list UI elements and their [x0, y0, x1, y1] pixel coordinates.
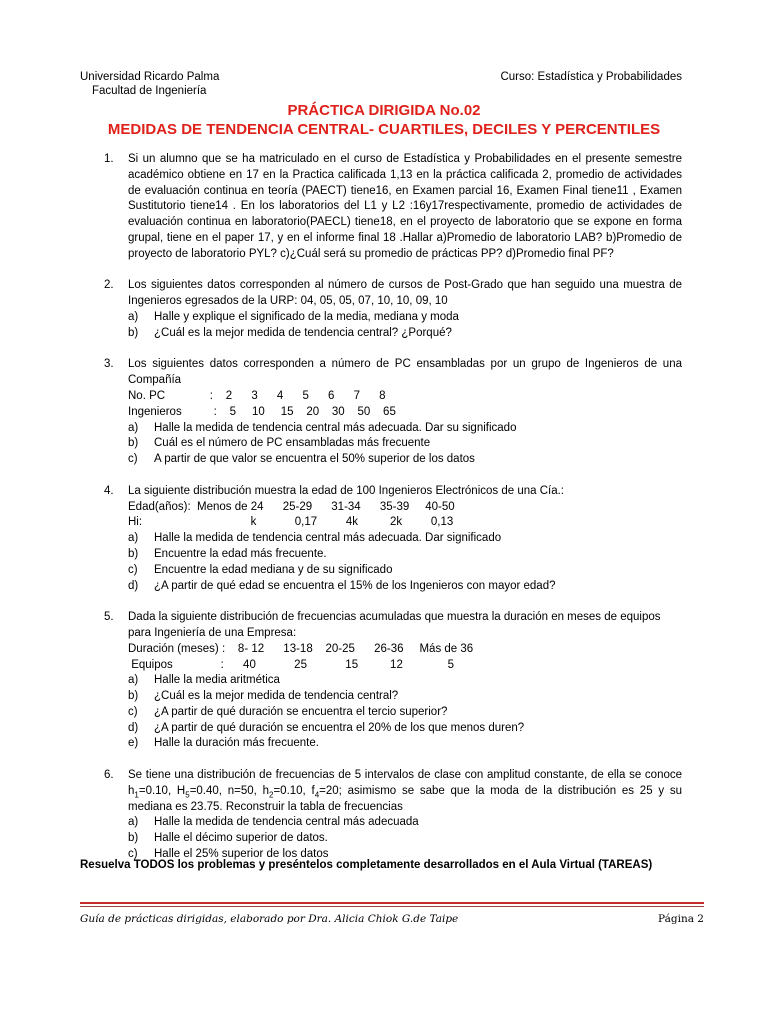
university-name: Universidad Ricardo Palma	[80, 71, 220, 83]
sub-question	[128, 705, 682, 721]
data-row-edad: Edad(años): Menos de 24 25-29 31-34 35-39 40-50	[128, 500, 455, 513]
sub-text: Halle la medida de tendencia central más adecuada. Dar significado	[154, 532, 502, 545]
sub-text: Halle la duración más frecuente.	[154, 737, 319, 750]
sub-question	[128, 436, 682, 452]
question-4	[80, 484, 682, 595]
var-h1: h	[128, 784, 135, 797]
course-name: Curso: Estadística y Probabilidades	[500, 71, 682, 83]
sub-text: Halle el décimo superior de datos.	[154, 832, 328, 845]
question-text: Los siguientes datos corresponden al número de cursos de Post-Grado que han seguido una muestra de Ingenieros egresados de la URP: 04, 05, 05, 07, 10, 10, 09, 10	[128, 279, 682, 308]
question-text: Dada la siguiente distribución de frecuencias acumuladas que muestra la duración en meses de equipos para Ingeniería de una Empresa:	[128, 611, 661, 639]
question-text	[128, 768, 682, 815]
sub-text: ¿Cuál es la mejor medida de tendencia central? ¿Porqué?	[154, 326, 452, 339]
page-number: Página 2	[658, 913, 704, 925]
practice-title: PRÁCTICA DIRIGIDA No.02	[287, 102, 481, 119]
sub-text: ¿A partir de qué duración se encuentra el 20% de los que menos duren?	[154, 721, 525, 734]
question-number: 5.	[104, 611, 114, 624]
sub-text: Halle la medida de tendencia central más adecuada	[154, 816, 419, 829]
sub-question	[128, 452, 682, 468]
sub-question	[128, 563, 682, 579]
var-f4-sub: 4	[314, 790, 320, 800]
question-text: Si un alumno que se ha matriculado en el curso de Estadística y Probabilidades en el presente semestre académico obtiene en 17 en la Practica calificada 1,13 en la práctica calificada 2, promedio de actividades de evaluación continua en teoría (PAECT) tiene16, en Examen parcial 16, Examen Final tiene11 , Examen Sustitutorio tiene14 . En los laboratorios del L1 y L2 :16y17respectivamente, promedio de actividades de evaluación continua en laboratorio(PAECL) tiene18, en el proyecto de laboratorio que se expone en forma grupal, tiene en el paper 17, y en el informe final 18 .Hallar a)Promedio de laboratorio LAB? b)Promedio de proyecto de laboratorio PYL? c)¿Cuál será su promedio de prácticas PP? d)Promedio final PF?	[128, 153, 682, 260]
question-number: 4.	[104, 484, 114, 497]
footer-divider-thin	[80, 906, 704, 907]
var-h2: h	[262, 784, 269, 797]
sub-question	[128, 531, 682, 547]
sub-label: a)	[128, 310, 139, 323]
var-h2-sub: 2	[269, 790, 274, 800]
question-2	[80, 278, 682, 341]
sub-question	[128, 310, 682, 326]
sub-label: b)	[128, 690, 139, 703]
var-H5-val: =0.40, n=50,	[189, 784, 263, 797]
sub-text: Halle la medida de tendencia central más adecuada. Dar su significado	[154, 421, 517, 434]
var-f4-val: =20;	[319, 784, 342, 797]
sub-question	[128, 547, 682, 563]
var-h2-val: =0.10,	[273, 784, 312, 797]
question-1	[80, 152, 682, 263]
sub-label: e)	[128, 737, 139, 750]
sub-text: ¿A partir de qué duración se encuentra el tercio superior?	[154, 705, 448, 718]
question-number: 3.	[104, 358, 114, 371]
sub-text: Encuentre la edad más frecuente.	[154, 547, 327, 560]
question-5	[80, 610, 682, 752]
sub-label: b)	[128, 326, 139, 339]
sub-label: c)	[128, 705, 138, 718]
sub-label: a)	[128, 532, 139, 545]
final-instruction: Resuelva TODOS los problemas y preséntelos completamente desarrollados en el Aula Virtual (TAREAS)	[80, 859, 653, 871]
sub-question	[128, 326, 682, 342]
sub-label: b)	[128, 832, 139, 845]
sub-question	[128, 673, 682, 689]
sub-text: Encuentre la edad mediana y de su significado	[154, 563, 393, 576]
var-H5-sub: 5	[185, 790, 190, 800]
sub-question	[128, 689, 682, 705]
var-H5: H	[176, 784, 186, 797]
sub-text: Halle la media aritmética	[154, 674, 280, 687]
faculty-name: Facultad de Ingeniería	[92, 85, 207, 97]
header-left	[80, 70, 219, 98]
sub-text: A partir de que valor se encuentra el 50% superior de los datos	[154, 453, 475, 466]
sub-question	[128, 831, 682, 847]
data-row-hi: Hi: k 0,17 4k 2k 0,13	[128, 516, 454, 529]
question-text: Los siguientes datos corresponden a número de PC ensambladas por un grupo de Ingenieros de una Compañía	[128, 358, 682, 387]
questions-list	[80, 152, 682, 879]
sub-label: b)	[128, 437, 139, 450]
question-text: La siguiente distribución muestra la edad de 100 Ingenieros Electrónicos de una Cía.:	[128, 484, 564, 497]
sub-question	[128, 815, 682, 831]
sub-label: c)	[128, 563, 138, 576]
question-number: 2.	[104, 279, 114, 292]
data-row-ingenieros: Ingenieros : 5 10 15 20 30 50 65	[128, 405, 396, 418]
practice-subtitle: MEDIDAS DE TENDENCIA CENTRAL- CUARTILES, DECILES Y PERCENTILES	[107, 121, 661, 138]
sub-label: c)	[128, 453, 138, 466]
var-h1-sub: 1	[134, 790, 139, 800]
sub-label: d)	[128, 721, 139, 734]
question-3	[80, 357, 682, 468]
sub-text: Halle y explique el significado de la media, mediana y moda	[154, 310, 459, 323]
sub-label: d)	[128, 579, 139, 592]
sub-text: ¿A partir de qué edad se encuentra el 15% de los Ingenieros con mayor edad?	[154, 579, 556, 592]
sub-question	[128, 721, 682, 737]
sub-question	[128, 736, 682, 752]
sub-text: ¿Cuál es la mejor medida de tendencia central?	[154, 690, 399, 703]
sub-label: a)	[128, 816, 139, 829]
question-number: 6.	[104, 769, 114, 782]
q6-text-end: asimismo se sabe que la moda de la distribución es 25 y su mediana es 23.75. Reconstruir la tabla de frecuencias	[128, 784, 682, 813]
sub-label: a)	[128, 674, 139, 687]
sub-label: a)	[128, 421, 139, 434]
sub-question	[128, 579, 682, 595]
question-number: 1.	[104, 153, 114, 165]
question-6	[80, 768, 682, 863]
sub-question	[128, 421, 682, 437]
data-row-equipos: Equipos : 40 25 15 12 5	[128, 658, 454, 671]
sub-text: Cuál es el número de PC ensambladas más frecuente	[154, 437, 431, 450]
data-row-duracion: Duración (meses) : 8- 12 13-18 20-25 26-36 Más de 36	[128, 642, 474, 655]
sub-text: Halle el 25% superior de los datos	[154, 848, 329, 861]
footer-author: Guía de prácticas dirigidas, elaborado por Dra. Alicia Chiok G.de Taipe	[80, 913, 459, 925]
sub-label: c)	[128, 848, 138, 861]
var-h1-val: =0.10,	[138, 784, 177, 797]
data-row-pc: No. PC : 2 3 4 5 6 7 8	[128, 389, 386, 402]
var-f4: f	[311, 784, 315, 797]
footer-divider	[80, 902, 704, 904]
q6-text-start: Se tiene una distribución de frecuencias de 5 intervalos de clase con amplitud constante, de ella se conoce	[128, 769, 682, 782]
sub-label: b)	[128, 547, 139, 560]
